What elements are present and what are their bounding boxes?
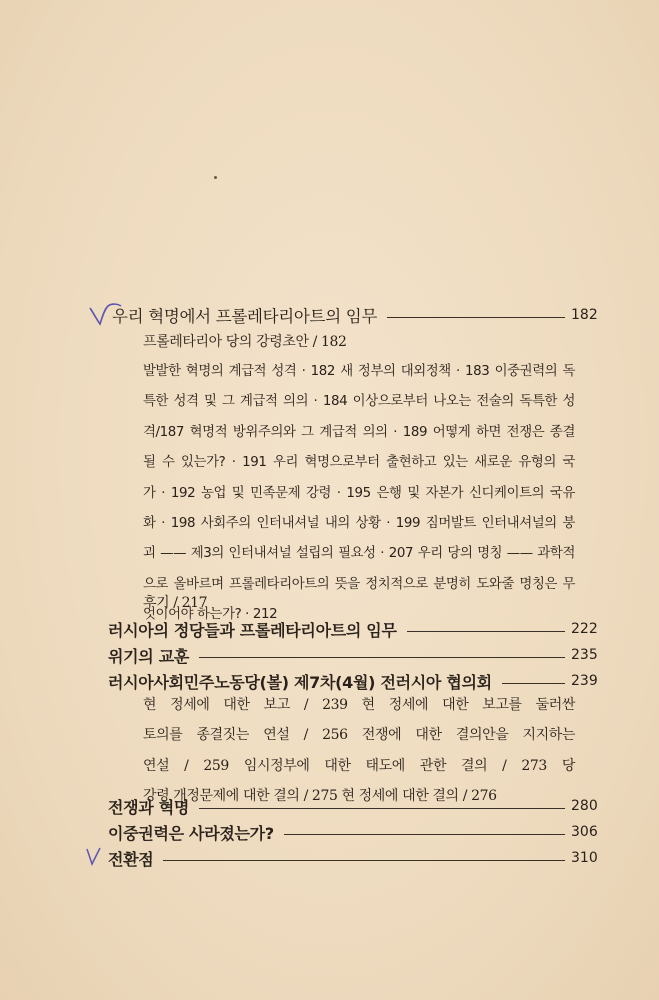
toc-entry-page: 310 <box>571 850 598 866</box>
handwritten-check-mark <box>86 847 102 867</box>
toc-entry-description: 현 정세에 대한 보고 / 239 현 정세에 대한 보고를 둘러싼 토의를 종결짓는 연설 / 256 전쟁에 대한 결의안을 지지하는 연설 / 259 임시정부에 대한 태도에 관한 결의 / 273 당 강령 개정문제에 대한 결의 / 275 현 정세에 대한 결의 / 276 <box>143 697 575 805</box>
toc-entry[interactable] <box>108 819 597 845</box>
toc-entry-title: 러시아사회민주노동당(볼) 제7차(4월) 전러시아 협의회 <box>108 672 492 692</box>
toc-entry-page: 182 <box>571 307 598 323</box>
toc-entry-page: 239 <box>571 673 598 689</box>
toc-entry-title: 우리 혁명에서 프롤레타리아트의 임무 <box>112 307 378 326</box>
toc-entry-title: 이중권력은 사라졌는가? <box>108 823 274 843</box>
dot-leader <box>502 683 565 684</box>
dot-leader <box>284 834 565 835</box>
dot-leader <box>163 860 565 861</box>
toc-entry-page: 222 <box>571 621 598 637</box>
toc-subentry: 프롤레타리아 당의 강령초안 / 182 <box>143 334 347 350</box>
toc-entry[interactable] <box>108 845 597 871</box>
toc-entry-title: 전환점 <box>108 849 154 869</box>
toc-entry-page: 280 <box>571 798 598 814</box>
toc-entry[interactable] <box>112 302 597 328</box>
toc-entry-title: 전쟁과 혁명 <box>108 797 190 817</box>
ink-speck <box>214 176 217 179</box>
toc-entry-page: 235 <box>571 647 598 663</box>
dot-leader <box>199 808 565 809</box>
dot-leader <box>407 631 565 632</box>
toc-entry-title: 위기의 교훈 <box>108 646 190 666</box>
dot-leader <box>199 657 565 658</box>
toc-entry-title: 러시아의 정당들과 프롤레타리아트의 임무 <box>108 620 397 640</box>
toc-entry[interactable] <box>108 616 597 642</box>
dot-leader <box>387 317 565 318</box>
toc-subentry: 후기 / 217 <box>143 595 208 611</box>
toc-entry[interactable] <box>108 793 597 819</box>
toc-entry-page: 306 <box>571 824 598 840</box>
toc-entry-description: 발발한 혁명의 계급적 성격 · 182 새 정부의 대외정책 · 183 이중권력의 독 특한 성격 및 그 계급적 의의 · 184 이상으로부터 나오는 전술의 독특한 성 격/187 혁명적 방위주의와 그 계급적 의의 · 189 어떻게 하면 전쟁은 종결 될 수 있는가? · 191 우리 혁명으로부터 출현하고 있는 새로운 유형의 국 가 · 192 농업 및 민족문제 강령 · 195 은행 및 자본가 신디케이트의 국유 화 · 198 사회주의 인터내셔널 내의 상황 · 199 짐머발트 인터내셔널의 붕 괴 —— 제3의 인터내셔널 설립의 필요성 · 207 우리 당의 명칭 —— 과학적 으로 올바르며 프롤레타리아트의 뜻을 정치적으로 분명히 도와줄 명칭은 무 엇이어야 하는가? · 212 <box>143 364 575 623</box>
toc-entry[interactable] <box>108 642 597 668</box>
